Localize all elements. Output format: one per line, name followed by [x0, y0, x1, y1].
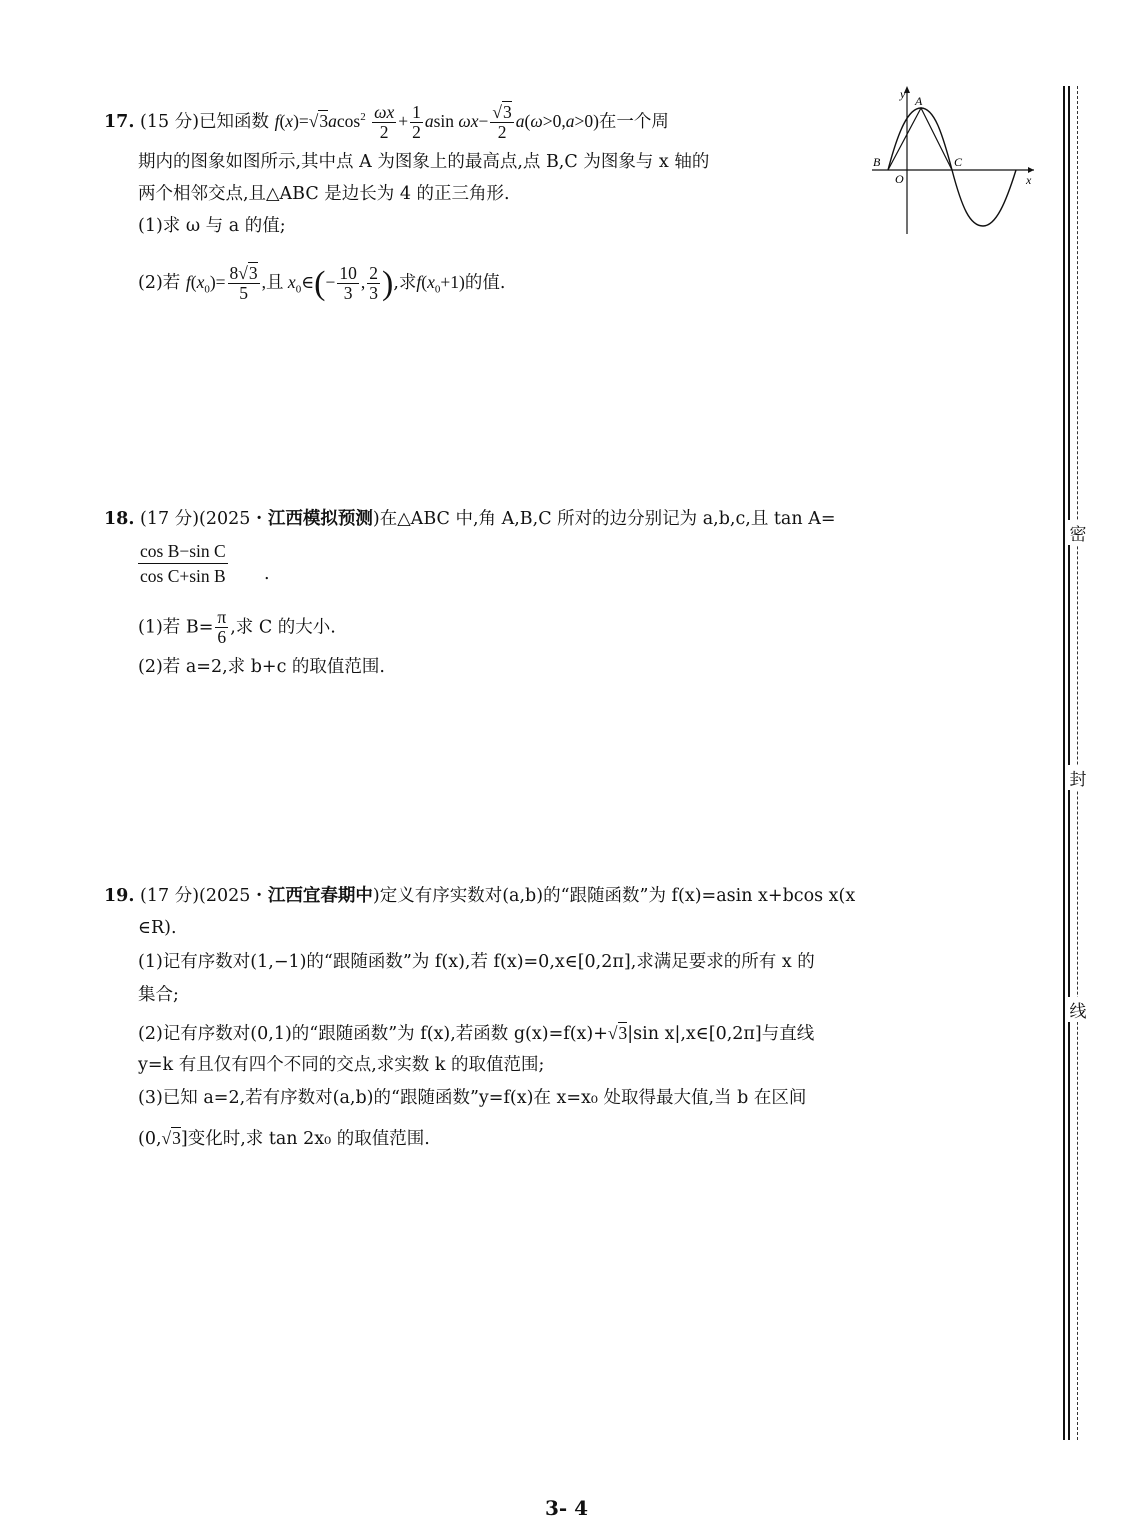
q19-part2-line2: y=k 有且仅有四个不同的交点,求实数 k 的取值范围; [138, 1055, 545, 1075]
binding-solid-line-inner [1068, 86, 1070, 1440]
q19-source: 江西宜春期中 [267, 886, 373, 906]
q17-part1: (1)求 ω 与 a 的值; [138, 216, 286, 236]
q18-tan-fraction [138, 539, 228, 588]
q18-source: 江西模拟预测 [267, 509, 373, 529]
graph-label-A: A [915, 94, 923, 108]
q17-target: $f(x_0+1)$ [416, 271, 465, 296]
q17-sine-graph [868, 82, 1038, 240]
q19-line2: ∈R). [138, 918, 177, 938]
graph-label-y: y [900, 87, 906, 101]
q19-part3-line1: (3)已知 a=2,若有序数对(a,b)的“跟随函数”y=f(x)在 x=x₀ 处取得最大值,当 b 在区间 [138, 1088, 807, 1108]
graph-label-C: C [954, 155, 963, 169]
graph-label-O: O [895, 172, 904, 186]
q18-fraction-numerator: cos B−sin C [138, 539, 228, 564]
q19-part2-line1: (2)记有序数对(0,1)的“跟随函数”为 f(x),若函数 g(x)=f(x)+√3|sin x|,x∈[0,2π]与直线 [138, 1023, 815, 1044]
binding-label-feng: 封 [1068, 765, 1088, 790]
q19-number: 19. [104, 886, 135, 906]
q18-fraction-denominator: cos C+sin B [140, 566, 226, 586]
q17-number: 17. [104, 111, 135, 132]
q18-line1: 18. (17 分)(2025・江西模拟预测)在△ABC 中,角 A,B,C 所对的边分别记为 a,b,c,且 tan A= [104, 509, 836, 529]
q18-period: . [264, 564, 270, 584]
q19-part1-line2: 集合; [138, 985, 179, 1005]
q17-condition: $f(x_0)=$ $\frac{8√3}{5}$ ,且 $x_0\in(-$ $\frac{10}{3}$ , $\frac{2}{3}$ ) [185, 263, 394, 304]
q17-line3: 两个相邻交点,且△ABC 是边长为 4 的正三角形. [138, 184, 510, 204]
binding-dashed-line [1077, 86, 1078, 1440]
q19-part3-line2: (0,√3]变化时,求 tan 2x₀ 的取值范围. [138, 1128, 430, 1149]
q17-function-formula: f(x)=√3acos$^2$ $\frac{\omega x}{2}$ + $\frac{1}{2}$ asin ωx− $\frac{√3}{2}$ a(ω>0,a>0) [274, 102, 599, 143]
binding-solid-line-outer [1063, 86, 1065, 1440]
q18-part2: (2)若 a=2,求 b+c 的取值范围. [138, 657, 385, 677]
q19-line1: 19. (17 分)(2025・江西宜春期中)定义有序实数对(a,b)的“跟随函数”为 f(x)=asin x+bcos x(x [104, 886, 856, 906]
graph-label-x: x [1026, 173, 1032, 187]
binding-label-mi: 密 [1068, 520, 1088, 545]
q17-line1: 17. (15 分)已知函数 f(x)=√3acos$^2$ $\frac{\omega x}{2}$ + $\frac{1}{2}$ asin ωx− $\frac{√3}{2}$ a(ω>0,a>0)在一个周 [104, 102, 669, 143]
graph-label-B: B [873, 155, 881, 169]
q18-number: 18. [104, 509, 135, 529]
q19-part1-line1: (1)记有序数对(1,−1)的“跟随函数”为 f(x),若 f(x)=0,x∈[0,2π],求满足要求的所有 x 的 [138, 952, 815, 972]
page-number: 3- 4 [545, 1496, 589, 1520]
q18-part1: (1)若 B= $\frac{\pi}{6}$ ,求 C 的大小. [138, 607, 336, 648]
q17-line2: 期内的图象如图所示,其中点 A 为图象上的最高点,点 B,C 为图象与 x 轴的 [138, 152, 710, 172]
q17-part2: (2)若 $f(x_0)=$ $\frac{8√3}{5}$ ,且 $x_0\in(-$ $\frac{10}{3}$ , $\frac{2}{3}$ ),求$f(x_0+1)$的值. [138, 263, 506, 304]
binding-label-xian: 线 [1068, 997, 1088, 1022]
